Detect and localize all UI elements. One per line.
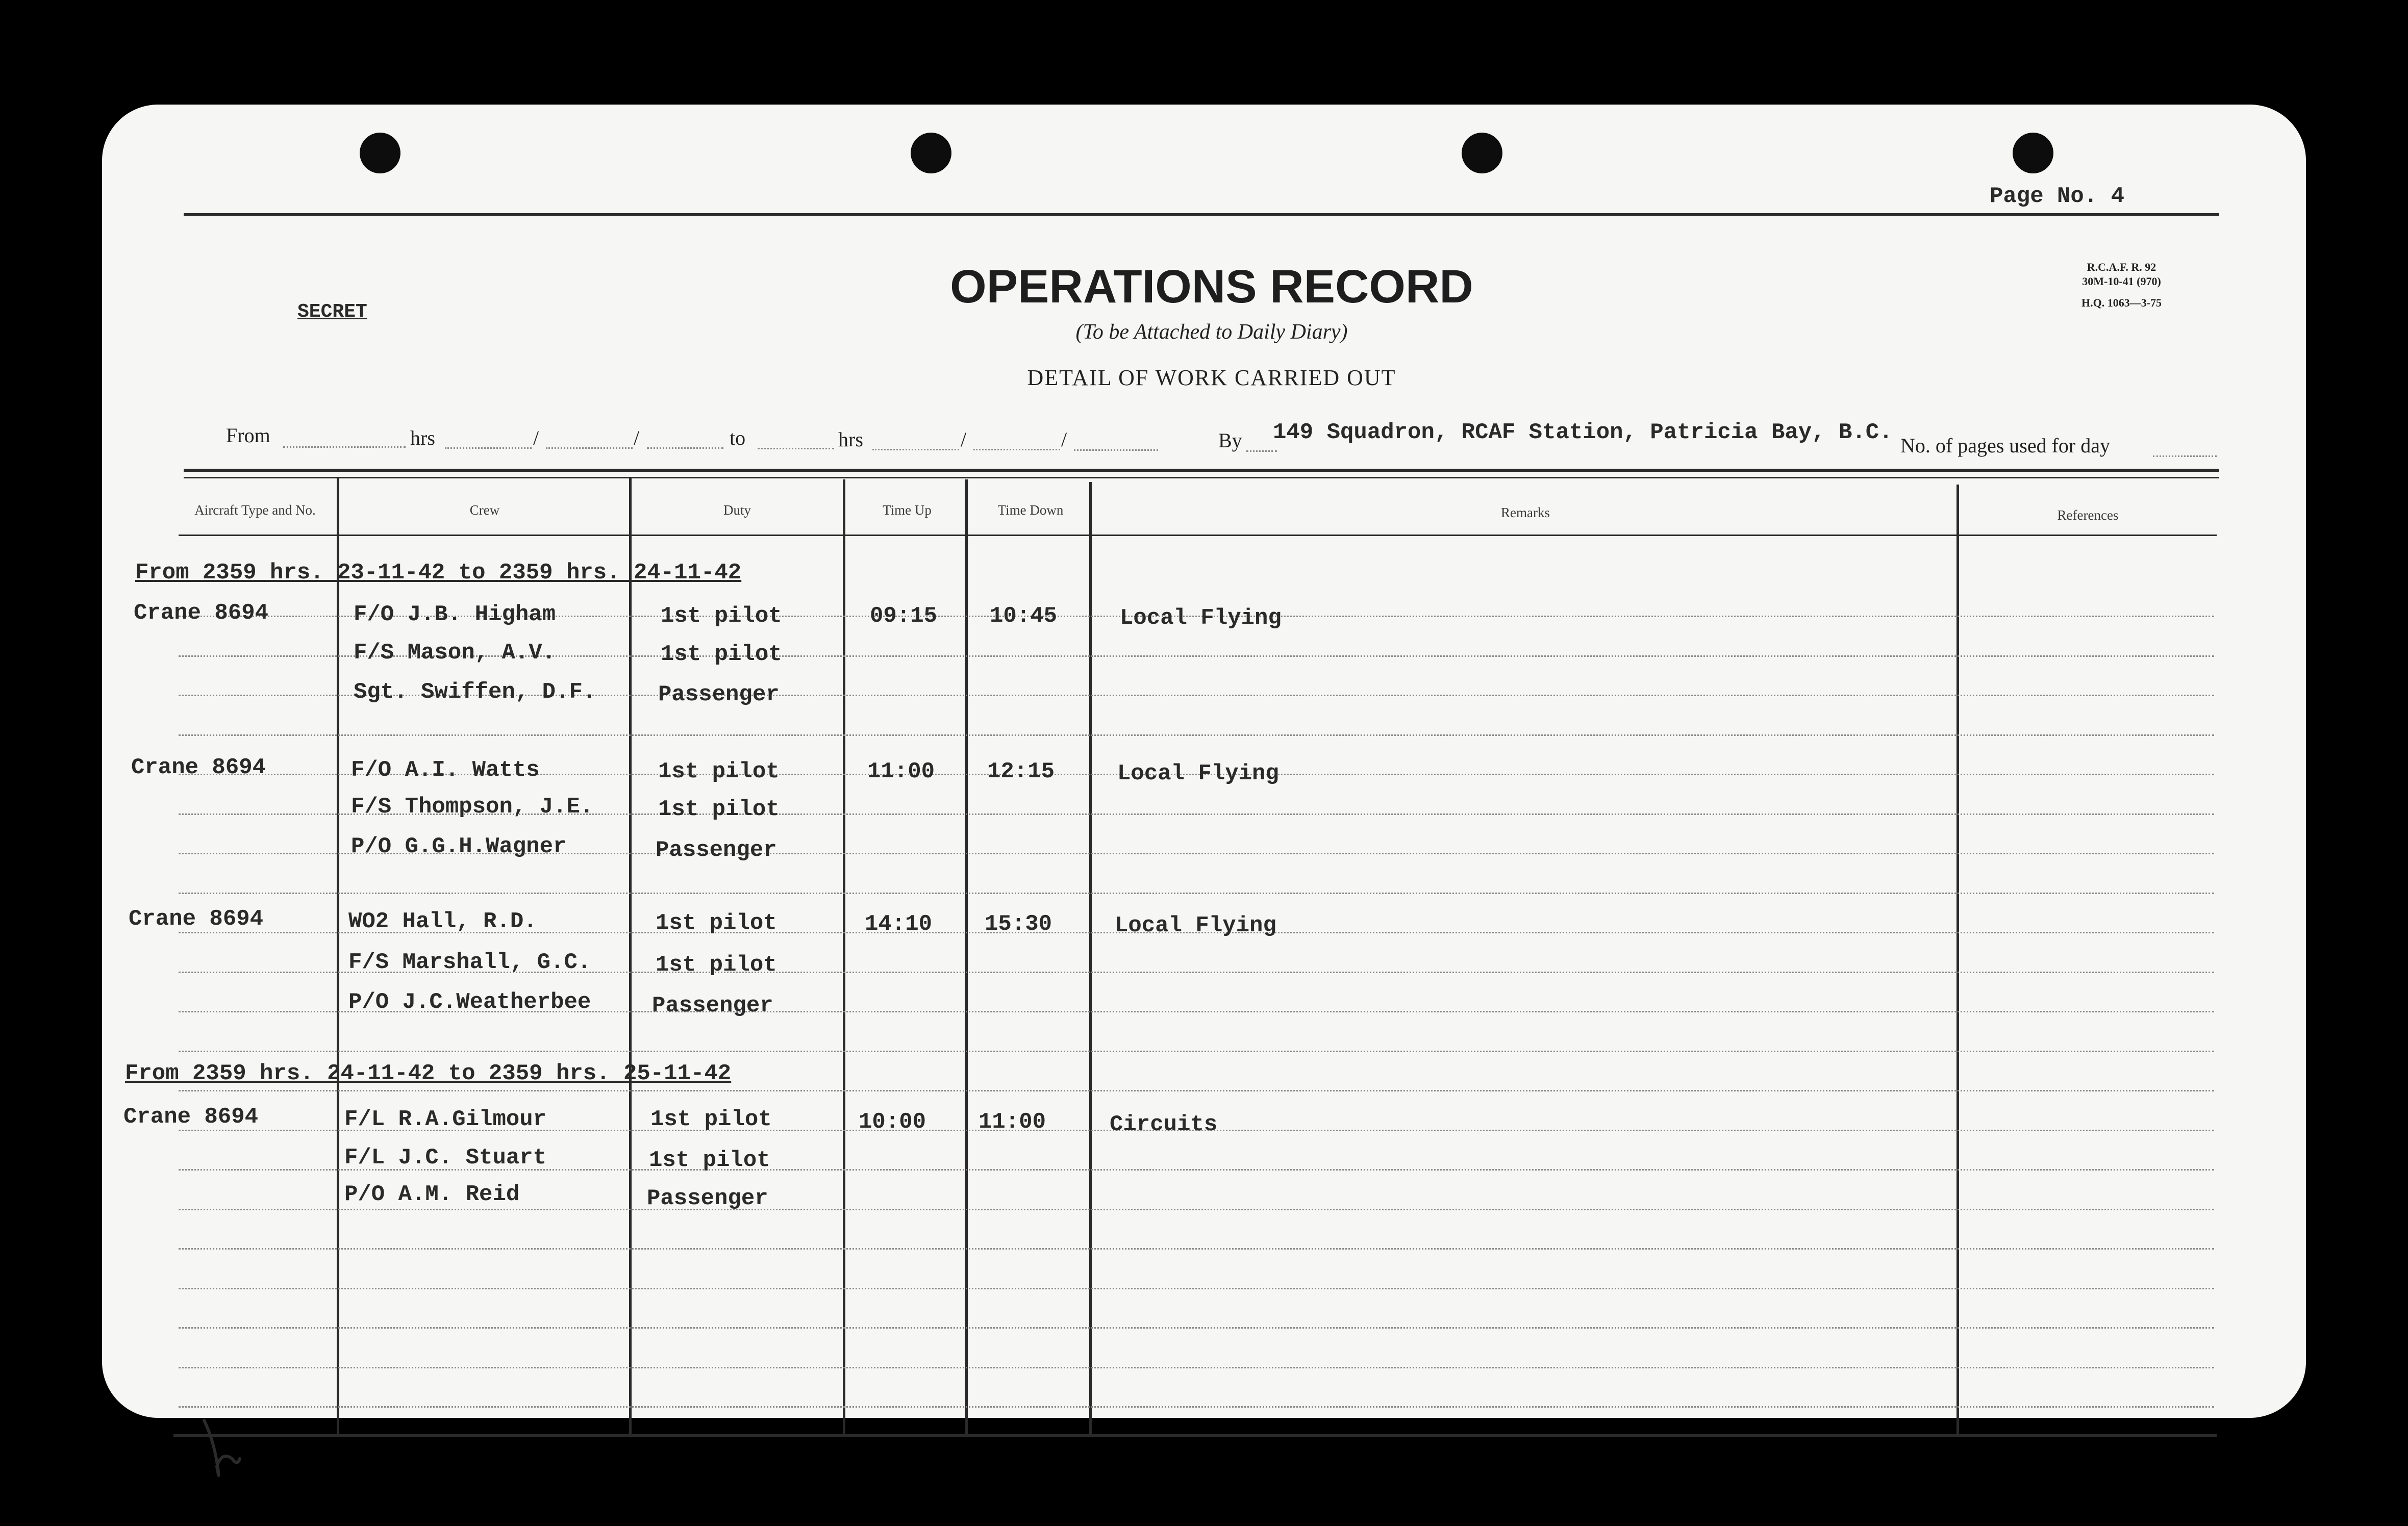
time-down-cell: 12:15 <box>987 759 1055 784</box>
column-header-crew: Crew <box>469 502 500 518</box>
aircraft-cell: Crane 8694 <box>129 906 264 932</box>
slash-separator: / <box>1061 428 1067 451</box>
pages-used-label: No. of pages used for day <box>1900 434 2110 457</box>
time-down-cell: 11:00 <box>979 1109 1046 1135</box>
time-down-cell: 15:30 <box>985 911 1052 937</box>
duty-cell: 1st pilot <box>656 910 777 936</box>
duty-cell: 1st pilot <box>658 759 780 784</box>
duty-cell: Passenger <box>652 993 773 1019</box>
duty-cell: 1st pilot <box>656 952 777 978</box>
column-header-references: References <box>2057 507 2119 523</box>
crew-cell: P/O G.G.H.Wagner <box>351 834 567 859</box>
crew-cell: F/S Thompson, J.E. <box>351 794 594 820</box>
column-rule <box>843 479 845 1436</box>
crew-cell: Sgt. Swiffen, D.F. <box>354 679 596 705</box>
punch-hole <box>360 133 400 173</box>
column-header-remarks: Remarks <box>1501 505 1550 520</box>
section-title: DETAIL OF WORK CARRIED OUT <box>1027 365 1396 390</box>
duty-cell: 1st pilot <box>649 1148 770 1173</box>
crew-cell: F/S Mason, A.V. <box>354 640 556 666</box>
crew-cell: P/O J.C.Weatherbee <box>348 989 591 1015</box>
hrs-label: hrs <box>410 426 435 449</box>
unit-name: 149 Squadron, RCAF Station, Patricia Bay, B.C. <box>1273 420 1893 445</box>
page-number: Page No. 4 <box>1990 184 2125 209</box>
from-label: From <box>226 424 270 447</box>
document-title: OPERATIONS RECORD <box>950 261 1473 313</box>
slash-separator: / <box>533 426 539 449</box>
header-underline <box>179 535 2217 536</box>
time-down-cell: 10:45 <box>990 603 1058 629</box>
column-rule <box>965 479 968 1436</box>
column-header-time-up: Time Up <box>883 502 932 518</box>
duty-cell: 1st pilot <box>661 603 782 629</box>
crew-cell: P/O A.M. Reid <box>344 1182 520 1207</box>
crew-cell: WO2 Hall, R.D. <box>348 909 537 934</box>
column-rule <box>1956 485 1959 1436</box>
crew-cell: F/L J.C. Stuart <box>344 1145 547 1171</box>
document-subtitle: (To be Attached to Daily Diary) <box>1075 320 1348 344</box>
aircraft-cell: Crane 8694 <box>131 755 266 780</box>
crew-cell: F/O A.I. Watts <box>351 757 540 783</box>
form-ref-line: 30M-10-41 (970) <box>2082 275 2161 288</box>
column-header-time-down: Time Down <box>997 502 1064 518</box>
by-label: By <box>1218 429 1242 452</box>
slash-separator: / <box>961 428 967 451</box>
handwritten-initial <box>189 1410 260 1487</box>
table-top-rule <box>184 477 2219 478</box>
column-header-duty: Duty <box>723 502 751 518</box>
punch-hole <box>911 133 951 173</box>
punch-hole <box>2013 133 2053 173</box>
top-rule <box>184 213 2219 216</box>
crew-cell: F/O J.B. Higham <box>354 602 556 627</box>
duty-cell: 1st pilot <box>658 797 780 822</box>
remarks-cell: Circuits <box>1110 1112 1218 1137</box>
time-up-cell: 11:00 <box>867 759 935 784</box>
column-rule <box>629 477 632 1436</box>
remarks-cell: Local Flying <box>1120 605 1282 631</box>
duty-cell: Passenger <box>647 1186 768 1211</box>
bottom-rule <box>173 1434 2217 1437</box>
period-header: From 2359 hrs. 23-11-42 to 2359 hrs. 24-11-42 <box>135 560 742 586</box>
duty-cell: 1st pilot <box>650 1107 772 1132</box>
duty-cell: Passenger <box>658 682 780 707</box>
crew-cell: F/L R.A.Gilmour <box>344 1107 547 1132</box>
form-reference <box>2081 260 2162 310</box>
column-header-aircraft: Aircraft Type and No. <box>194 502 316 518</box>
hrs-label: hrs <box>838 428 863 451</box>
time-up-cell: 09:15 <box>870 603 938 629</box>
to-label: to <box>730 426 746 449</box>
slash-separator: / <box>634 426 640 449</box>
column-rule <box>337 477 339 1436</box>
table-top-rule <box>184 469 2219 472</box>
time-up-cell: 10:00 <box>859 1109 926 1135</box>
classification-label: SECRET <box>297 301 367 323</box>
remarks-cell: Local Flying <box>1115 913 1276 938</box>
remarks-cell: Local Flying <box>1117 761 1279 786</box>
form-ref-line: R.C.A.F. R. 92 <box>2087 261 2156 273</box>
aircraft-cell: Crane 8694 <box>134 600 269 626</box>
aircraft-cell: Crane 8694 <box>123 1104 259 1130</box>
time-up-cell: 14:10 <box>865 911 933 937</box>
punch-hole <box>1462 133 1502 173</box>
duty-cell: 1st pilot <box>661 642 782 667</box>
crew-cell: F/S Marshall, G.C. <box>348 950 591 975</box>
form-ref-line: H.Q. 1063—3-75 <box>2081 296 2162 309</box>
column-rule <box>1089 482 1092 1436</box>
record-card <box>102 105 2306 1418</box>
period-header: From 2359 hrs. 24-11-42 to 2359 hrs. 25-11-42 <box>125 1061 732 1086</box>
duty-cell: Passenger <box>656 837 777 863</box>
